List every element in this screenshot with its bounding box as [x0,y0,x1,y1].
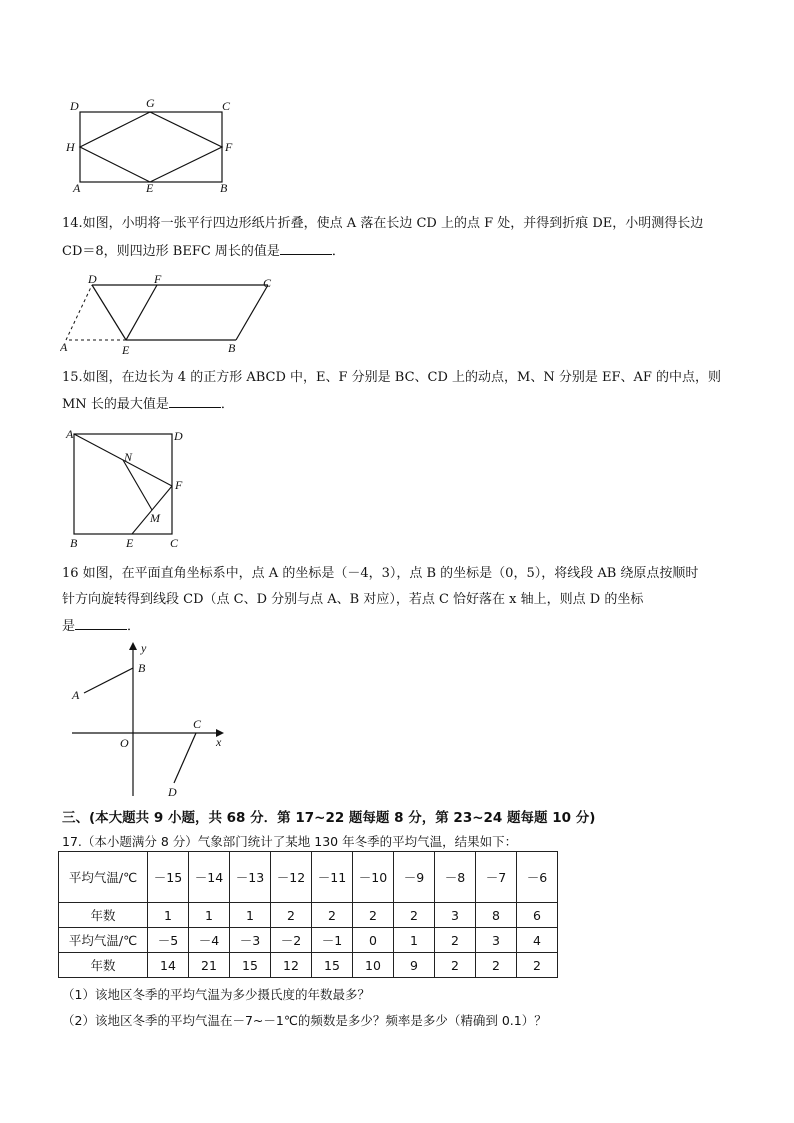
label-A: A [72,688,80,702]
table-cell: 14 [148,953,189,978]
figure-parallelogram-fold [60,272,280,358]
q16-line3-end: ． [127,619,141,634]
label-E: E [122,343,130,357]
label-D: D [88,272,97,286]
label-D: D [174,429,183,443]
table-cell: 2 [435,928,476,953]
table-cell: 2 [517,953,558,978]
figure-coordinate-plane-svg [62,636,232,800]
table-cell: －11 [312,852,353,903]
table-cell: －2 [271,928,312,953]
table-cell: －9 [394,852,435,903]
table-row-header: 平均气温/℃ [59,928,148,953]
q16-line2: 针方向旋转得到线段 CD（点 C、D 分别与点 A、B 对应），若点 C 恰好落在 x 轴上，则点 D 的坐标 [62,592,644,607]
q14-answer-blank [280,242,332,255]
table-cell: －14 [189,852,230,903]
table-cell: 15 [312,953,353,978]
segment-AD-dashed [66,285,92,340]
figure-rectangle-rhombus [62,96,246,198]
segment-AB [84,668,133,693]
table-row [59,928,558,953]
q15-answer-blank [169,395,221,408]
table-cell: 2 [353,903,394,928]
table-cell: －1 [312,928,353,953]
figure-square-midpoints-svg [62,426,192,552]
table-cell: 21 [189,953,230,978]
y-axis-arrow [129,642,137,650]
label-E: E [146,181,154,195]
table-cell: －6 [517,852,558,903]
q15-line2-text: MN 长的最大值是 [62,397,169,412]
q15-line1: 15.如图，在边长为 4 的正方形 ABCD 中，E、F 分别是 BC、CD 上的动点，M、N 分别是 EF、AF 的中点，则 [62,370,722,385]
table-cell: 1 [394,928,435,953]
label-O: O [120,736,129,750]
q15-line2-end: ． [220,397,234,412]
label-B: B [138,661,146,675]
section-three-heading: 三、(本大题共 9 小题，共 68 分．第 17~22 题每题 8 分，第 23~24 题每题 10 分) [62,810,596,826]
table-cell: －15 [148,852,189,903]
segment-EF [126,285,157,340]
label-N: N [124,450,133,464]
table-cell: －5 [148,928,189,953]
q14-line2-text: CD＝8，则四边形 BEFC 周长的值是 [62,244,280,259]
table-cell: －8 [435,852,476,903]
table-cell: －3 [230,928,271,953]
table-cell: 0 [353,928,394,953]
label-C: C [193,717,202,731]
table-cell: 9 [394,953,435,978]
table-cell: －12 [271,852,312,903]
segment-CB [236,285,268,340]
table-cell: 15 [230,953,271,978]
table-row [59,953,558,978]
label-B: B [228,341,236,355]
table-cell: 2 [312,903,353,928]
label-D: D [168,785,177,799]
table-row-header: 平均气温/℃ [59,852,148,903]
label-F: F [225,140,233,154]
label-B: B [220,181,228,195]
figure-rectangle-rhombus-svg [62,96,246,198]
table-cell: 8 [476,903,517,928]
label-C: C [222,99,231,113]
table-cell: 2 [476,953,517,978]
label-E: E [126,536,134,550]
table-cell: 1 [230,903,271,928]
label-B: B [70,536,78,550]
label-C: C [170,536,179,550]
label-M: M [150,511,160,525]
table-row-header: 年数 [59,953,148,978]
temperature-frequency-table [58,851,558,978]
segment-CD [174,733,196,783]
q15-line2 [62,395,234,414]
table-cell: 3 [476,928,517,953]
label-A: A [60,340,68,354]
segment-DE [92,285,126,340]
table-row [59,903,558,928]
table-cell: 2 [394,903,435,928]
label-C: C [263,276,272,290]
q16-line1: 16 如图，在平面直角坐标系中，点 A 的坐标是（－4，3），点 B 的坐标是（0，5），将线段 AB 绕原点按顺时 [62,566,699,581]
table-cell: －7 [476,852,517,903]
table-cell: －4 [189,928,230,953]
table-cell: 10 [353,953,394,978]
table-row-header: 年数 [59,903,148,928]
table-row [59,852,558,903]
table-cell: 2 [271,903,312,928]
label-H: H [66,140,75,154]
table-cell: 2 [435,953,476,978]
q16-answer-blank [75,617,127,630]
q17-sub2: （2）该地区冬季的平均气温在－7~－1℃的频数是多少？频率是多少（精确到 0.1）？ [62,1013,547,1028]
figure-square-midpoints [62,426,192,552]
table-cell: 3 [435,903,476,928]
table-cell: 1 [189,903,230,928]
table-cell: 4 [517,928,558,953]
table-cell: 1 [148,903,189,928]
q14-line2 [62,242,345,261]
figure-parallelogram-fold-svg [60,272,280,358]
rhombus-efgh [80,112,222,182]
q16-line3 [62,617,140,636]
label-G: G [146,96,155,110]
table-cell: 12 [271,953,312,978]
label-F: F [154,272,162,286]
figure-coordinate-plane [62,636,232,800]
label-F: F [175,478,183,492]
q16-line3-text: 是 [62,619,76,634]
label-A: A [73,181,81,195]
label-x: x [216,735,222,749]
label-y: y [141,641,147,655]
label-D: D [70,99,79,113]
q14-line1: 14.如图，小明将一张平行四边形纸片折叠，使点 A 落在长边 CD 上的点 F 处，并得到折痕 DE，小明测得长边 [62,216,704,231]
table-cell: －10 [353,852,394,903]
label-A: A [66,427,74,441]
table-cell: －13 [230,852,271,903]
table-cell: 6 [517,903,558,928]
q17-intro: 17.（本小题满分 8 分）气象部门统计了某地 130 年冬季的平均气温，结果如下： [62,834,518,849]
q17-sub1: （1）该地区冬季的平均气温为多少摄氏度的年数最多？ [62,987,370,1002]
rectangle-abcd [80,112,222,182]
q14-line2-end: ． [331,244,345,259]
